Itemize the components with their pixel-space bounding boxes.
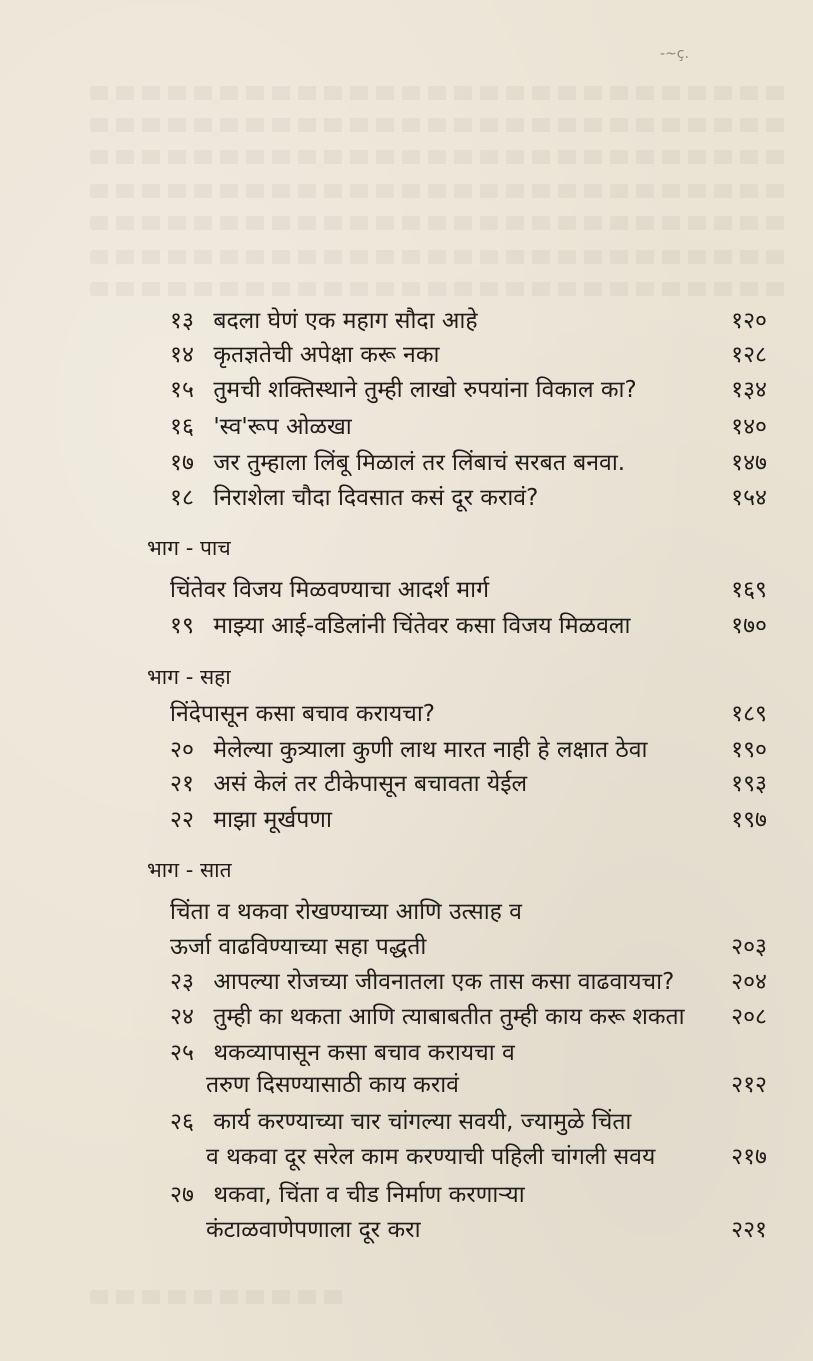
chapter-number: २१ xyxy=(170,771,194,797)
chapter-number: २२ xyxy=(170,807,194,833)
chapter-title: कार्य करण्याच्या चार चांगल्या सवयी, ज्यामुळे चिंता xyxy=(213,1109,632,1135)
toc-entry xyxy=(170,1036,515,1070)
chapter-title: आपल्या रोजच्या जीवनातला एक तास कसा वाढवायचा? xyxy=(213,969,675,995)
chapter-title: तुमची शक्तिस्थाने तुम्ही लाखो रुपयांना विकाल का? xyxy=(213,377,637,403)
page-number: १९७ xyxy=(731,807,767,833)
chapter-number: १७ xyxy=(170,450,194,476)
chapter-number: २६ xyxy=(170,1109,194,1135)
chapter-title: थकव्यापासून कसा बचाव करायचा व xyxy=(213,1040,515,1066)
toc-entry xyxy=(170,609,630,643)
page-number: १९० xyxy=(731,737,767,763)
page-number: २१२ xyxy=(731,1072,767,1098)
toc-entry xyxy=(170,1105,631,1139)
page-number: १८९ xyxy=(731,701,767,727)
chapter-title: माझ्या आई-वडिलांनी चिंतेवर कसा विजय मिळवला xyxy=(213,613,631,639)
chapter-number: १४ xyxy=(170,342,194,368)
toc-entry xyxy=(170,803,332,837)
toc-entry xyxy=(170,965,674,999)
page-number: १४७ xyxy=(731,450,767,476)
chapter-title: बदला घेणं एक महाग सौदा आहे xyxy=(213,308,478,334)
toc-entry-continued xyxy=(206,1068,459,1102)
chapter-number: १३ xyxy=(170,308,194,334)
page-number: १२८ xyxy=(731,342,767,368)
pencil-mark: -~ç. xyxy=(660,46,689,62)
toc-entry-continued xyxy=(206,1213,421,1247)
part-label: भाग - सात xyxy=(147,858,232,882)
toc-entry-continued xyxy=(206,1140,655,1174)
page-number: २२१ xyxy=(731,1217,767,1243)
chapter-title: व थकवा दूर सरेल काम करण्याची पहिली चांगली सवय xyxy=(206,1144,656,1170)
chapter-title: जर तुम्हाला लिंबू मिळालं तर लिंबाचं सरबत बनवा. xyxy=(213,450,626,476)
chapter-number: २३ xyxy=(170,969,194,995)
part-heading: चिंता व थकवा रोखण्याच्या आणि उत्साह व xyxy=(170,899,522,925)
chapter-title: थकवा, चिंता व चीड निर्माण करणाऱ्या xyxy=(213,1182,525,1208)
part-label: भाग - पाच xyxy=(147,536,231,560)
chapter-title: माझा मूर्खपणा xyxy=(213,807,332,833)
part-heading: निंदेपासून कसा बचाव करायचा? xyxy=(170,701,435,727)
chapter-number: १६ xyxy=(170,414,194,440)
page-number: १२० xyxy=(731,308,767,334)
chapter-number: २० xyxy=(170,737,194,763)
toc-entry xyxy=(170,733,648,767)
page-number: १४० xyxy=(731,414,767,440)
page-number: २०८ xyxy=(731,1004,767,1030)
chapter-title: 'स्व'रूप ओळखा xyxy=(213,414,352,440)
page-number: १६९ xyxy=(731,577,767,603)
page-number: २०४ xyxy=(731,969,767,995)
chapter-title: मेलेल्या कुत्र्याला कुणी लाथ मारत नाही हे लक्षात ठेवा xyxy=(213,737,648,763)
part-label: भाग - सहा xyxy=(147,665,231,689)
toc-entry xyxy=(170,338,439,372)
toc-entry xyxy=(170,304,478,338)
toc-entry xyxy=(170,481,538,515)
chapter-title: असं केलं तर टीकेपासून बचावता येईल xyxy=(213,771,528,797)
page-number: २१७ xyxy=(731,1144,767,1170)
chapter-number: १९ xyxy=(170,613,194,639)
chapter-title: तुम्ही का थकता आणि त्याबाबतीत तुम्ही काय करू शकता xyxy=(213,1004,685,1030)
toc-entry xyxy=(170,446,625,480)
page-number: १७० xyxy=(731,613,767,639)
toc-entry xyxy=(170,373,637,407)
part-heading-continued: ऊर्जा वाढविण्याच्या सहा पद्धती xyxy=(170,934,427,960)
page-number: १३४ xyxy=(731,377,767,403)
chapter-title: तरुण दिसण्यासाठी काय करावं xyxy=(206,1072,459,1098)
chapter-number: २४ xyxy=(170,1004,194,1030)
toc-entry xyxy=(170,1000,685,1034)
toc-entry xyxy=(170,767,527,801)
chapter-number: २५ xyxy=(170,1040,194,1066)
page-number: १९३ xyxy=(731,771,767,797)
page-number: १५४ xyxy=(731,485,767,511)
part-heading: चिंतेवर विजय मिळवण्याचा आदर्श मार्ग xyxy=(170,577,490,603)
chapter-number: १८ xyxy=(170,485,194,511)
chapter-title: कृतज्ञतेची अपेक्षा करू नका xyxy=(213,342,440,368)
page-number: २०३ xyxy=(731,934,767,960)
chapter-number: १५ xyxy=(170,377,194,403)
chapter-number: २७ xyxy=(170,1182,194,1208)
chapter-title: निराशेला चौदा दिवसात कसं दूर करावं? xyxy=(213,485,539,511)
chapter-title: कंटाळवाणेपणाला दूर करा xyxy=(206,1217,421,1243)
toc-entry xyxy=(170,410,352,444)
toc-entry xyxy=(170,1178,525,1212)
